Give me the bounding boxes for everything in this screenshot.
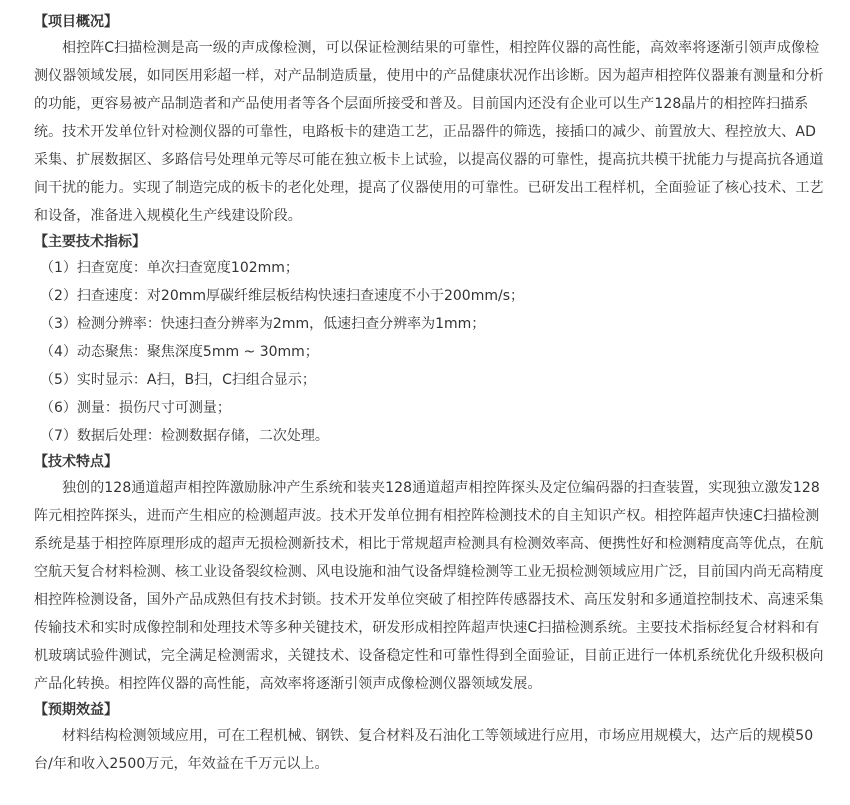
- overview-line: 采集、扩展数据区、多路信号处理单元等尽可能在独立板卡上试验，以提高仪器的可靠性，提高抗共模干扰能力与提高抗各通道: [34, 152, 824, 168]
- benefits-line: 材料结构检测领域应用，可在工程机械、钢铁、复合材料及石油化工等领域进行应用，市场应用规模大，达产后的规模50: [62, 728, 814, 744]
- spec-item: （2）扫查速度：对20mm厚碳纤维层板结构快速扫查速度不小于200mm/s；: [40, 288, 525, 304]
- spec-item: （4）动态聚焦：聚焦深度5mm ~ 30mm；: [40, 344, 319, 360]
- overview-line: 统。技术开发单位针对检测仪器的可靠性，电路板卡的建造工艺，正品器件的筛选，接插口的减少、前置放大、程控放大、AD: [34, 124, 816, 140]
- spec-item: （6）测量：损伤尺寸可测量；: [40, 400, 231, 416]
- spec-item: （3）检测分辨率：快速扫查分辨率为2mm，低速扫查分辨率为1mm；: [40, 316, 486, 332]
- features-line: 机玻璃试验件测试，完全满足检测需求，关键技术、设备稳定性和可靠性得到全面验证，目前正进行一体机系统优化升级积极向: [34, 648, 824, 664]
- specs-list: [0, 254, 850, 450]
- features-paragraph: [0, 474, 850, 698]
- features-line: 空航天复合材料检测、核工业设备裂纹检测、风电设施和油气设备焊缝检测等工业无损检测领域应用广泛，目前国内尚无高精度: [34, 564, 824, 580]
- features-line: 产品化转换。相控阵仪器的高性能，高效率将逐渐引领声成像检测仪器领域发展。: [34, 676, 542, 692]
- features-line: 相控阵检测设备，国外产品成熟但有技术封锁。技术开发单位突破了相控阵传感器技术、高压发射和多通道控制技术、高速采集: [34, 592, 824, 608]
- overview-line: 间干扰的能力。实现了制造完成的板卡的老化处理，提高了仪器使用的可靠性。已研发出工程样机，全面验证了核心技术、工艺: [34, 180, 824, 196]
- spec-item: （1）扫查宽度：单次扫查宽度102mm；: [40, 260, 299, 276]
- spec-item: （7）数据后处理：检测数据存储，二次处理。: [40, 428, 329, 444]
- benefits-line: 台/年和收入2500万元，年效益在千万元以上。: [34, 756, 329, 772]
- benefits-paragraph: [0, 722, 850, 778]
- overview-line: 测仪器领域发展，如同医用彩超一样，对产品制造质量，使用中的产品健康状况作出诊断。因为超声相控阵仪器兼有测量和分析: [34, 68, 824, 84]
- section-title-specs: 【主要技术指标】: [34, 234, 146, 250]
- features-line: 阵元相控阵探头，进而产生相应的检测超声波。技术开发单位拥有相控阵检测技术的自主知识产权。相控阵超声快速C扫描检测: [34, 508, 820, 524]
- features-line: 独创的128通道超声相控阵激励脉冲产生系统和装夹128通道超声相控阵探头及定位编码器的扫查装置，实现独立激发128: [62, 480, 820, 496]
- overview-line: 相控阵C扫描检测是高一级的声成像检测，可以保证检测结果的可靠性，相控阵仪器的高性能，高效率将逐渐引领声成像检: [62, 40, 820, 56]
- overview-line: 和设备，准备进入规模化生产线建设阶段。: [34, 208, 302, 224]
- section-title-features: 【技术特点】: [34, 454, 118, 470]
- overview-paragraph: [0, 34, 850, 230]
- features-line: 系统是基于相控阵原理形成的超声无损检测新技术，相比于常规超声检测具有检测效率高、便携性好和检测精度高等优点，在航: [34, 536, 824, 552]
- features-line: 传输技术和实时成像控制和处理技术等多种关键技术，研发形成相控阵超声快速C扫描检测系统。主要技术指标经复合材料和有: [34, 620, 820, 636]
- section-title-overview: 【项目概况】: [34, 14, 118, 30]
- section-title-benefits: 【预期效益】: [34, 702, 118, 718]
- overview-line: 的功能，更容易被产品制造者和产品使用者等各个层面所接受和普及。目前国内还没有企业可以生产128晶片的相控阵扫描系: [34, 96, 809, 112]
- spec-item: （5）实时显示：A扫，B扫，C扫组合显示；: [40, 372, 316, 388]
